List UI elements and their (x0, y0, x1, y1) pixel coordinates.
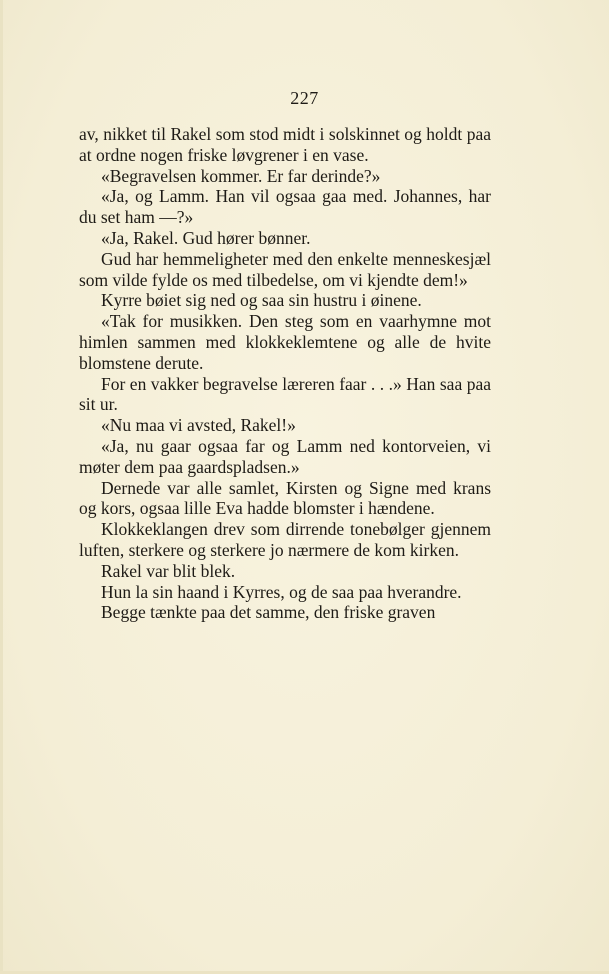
paragraph: «Tak for musikken. Den steg som en vaarhymne mot himlen sammen med klokkeklemtene og alle de hvite blomstene derute. (79, 311, 491, 373)
paragraph: Begge tænkte paa det samme, den friske graven (101, 602, 436, 623)
paragraph: av, nikket til Rakel som stod midt i solskinnet og holdt paa at ordne nogen friske løvgrener i en vase. (79, 124, 491, 165)
paragraph: «Nu maa vi avsted, Rakel!» (101, 415, 296, 436)
paragraph: Kyrre bøiet sig ned og saa sin hustru i øinene. (101, 290, 422, 311)
page-number: 227 (290, 88, 319, 108)
paragraph: Hun la sin haand i Kyrres, og de saa paa hverandre. (101, 581, 462, 602)
paragraph: «Ja, Rakel. Gud hører bønner. (101, 227, 311, 248)
paragraph: «Ja, nu gaar ogsaa far og Lamm ned kontorveien, vi møter dem paa gaardspladsen.» (79, 435, 491, 477)
body-text (79, 124, 491, 623)
page-edge-left (0, 0, 3, 974)
paragraph: Dernede var alle samlet, Kirsten og Signe med krans og kors, ogsaa lille Eva hadde blomster i hændene. (79, 477, 491, 519)
paragraph: Klokkeklangen drev som dirrende tonebølger gjennem luften, sterkere og sterkere jo nærmere de kom kirken. (79, 519, 491, 560)
paragraph: For en vakker begravelse læreren faar . . .» Han saa paa sit ur. (79, 373, 491, 415)
paragraph: «Begravelsen kommer. Er far derinde?» (101, 165, 381, 186)
paragraph: «Ja, og Lamm. Han vil ogsaa gaa med. Johannes, har du set ham —?» (79, 186, 491, 228)
paragraph: Rakel var blit blek. (101, 560, 236, 581)
paragraph: Gud har hemmeligheter med den enkelte menneskesjæl som vilde fylde os med tilbedelse, om vi kjendte dem!» (79, 248, 491, 290)
